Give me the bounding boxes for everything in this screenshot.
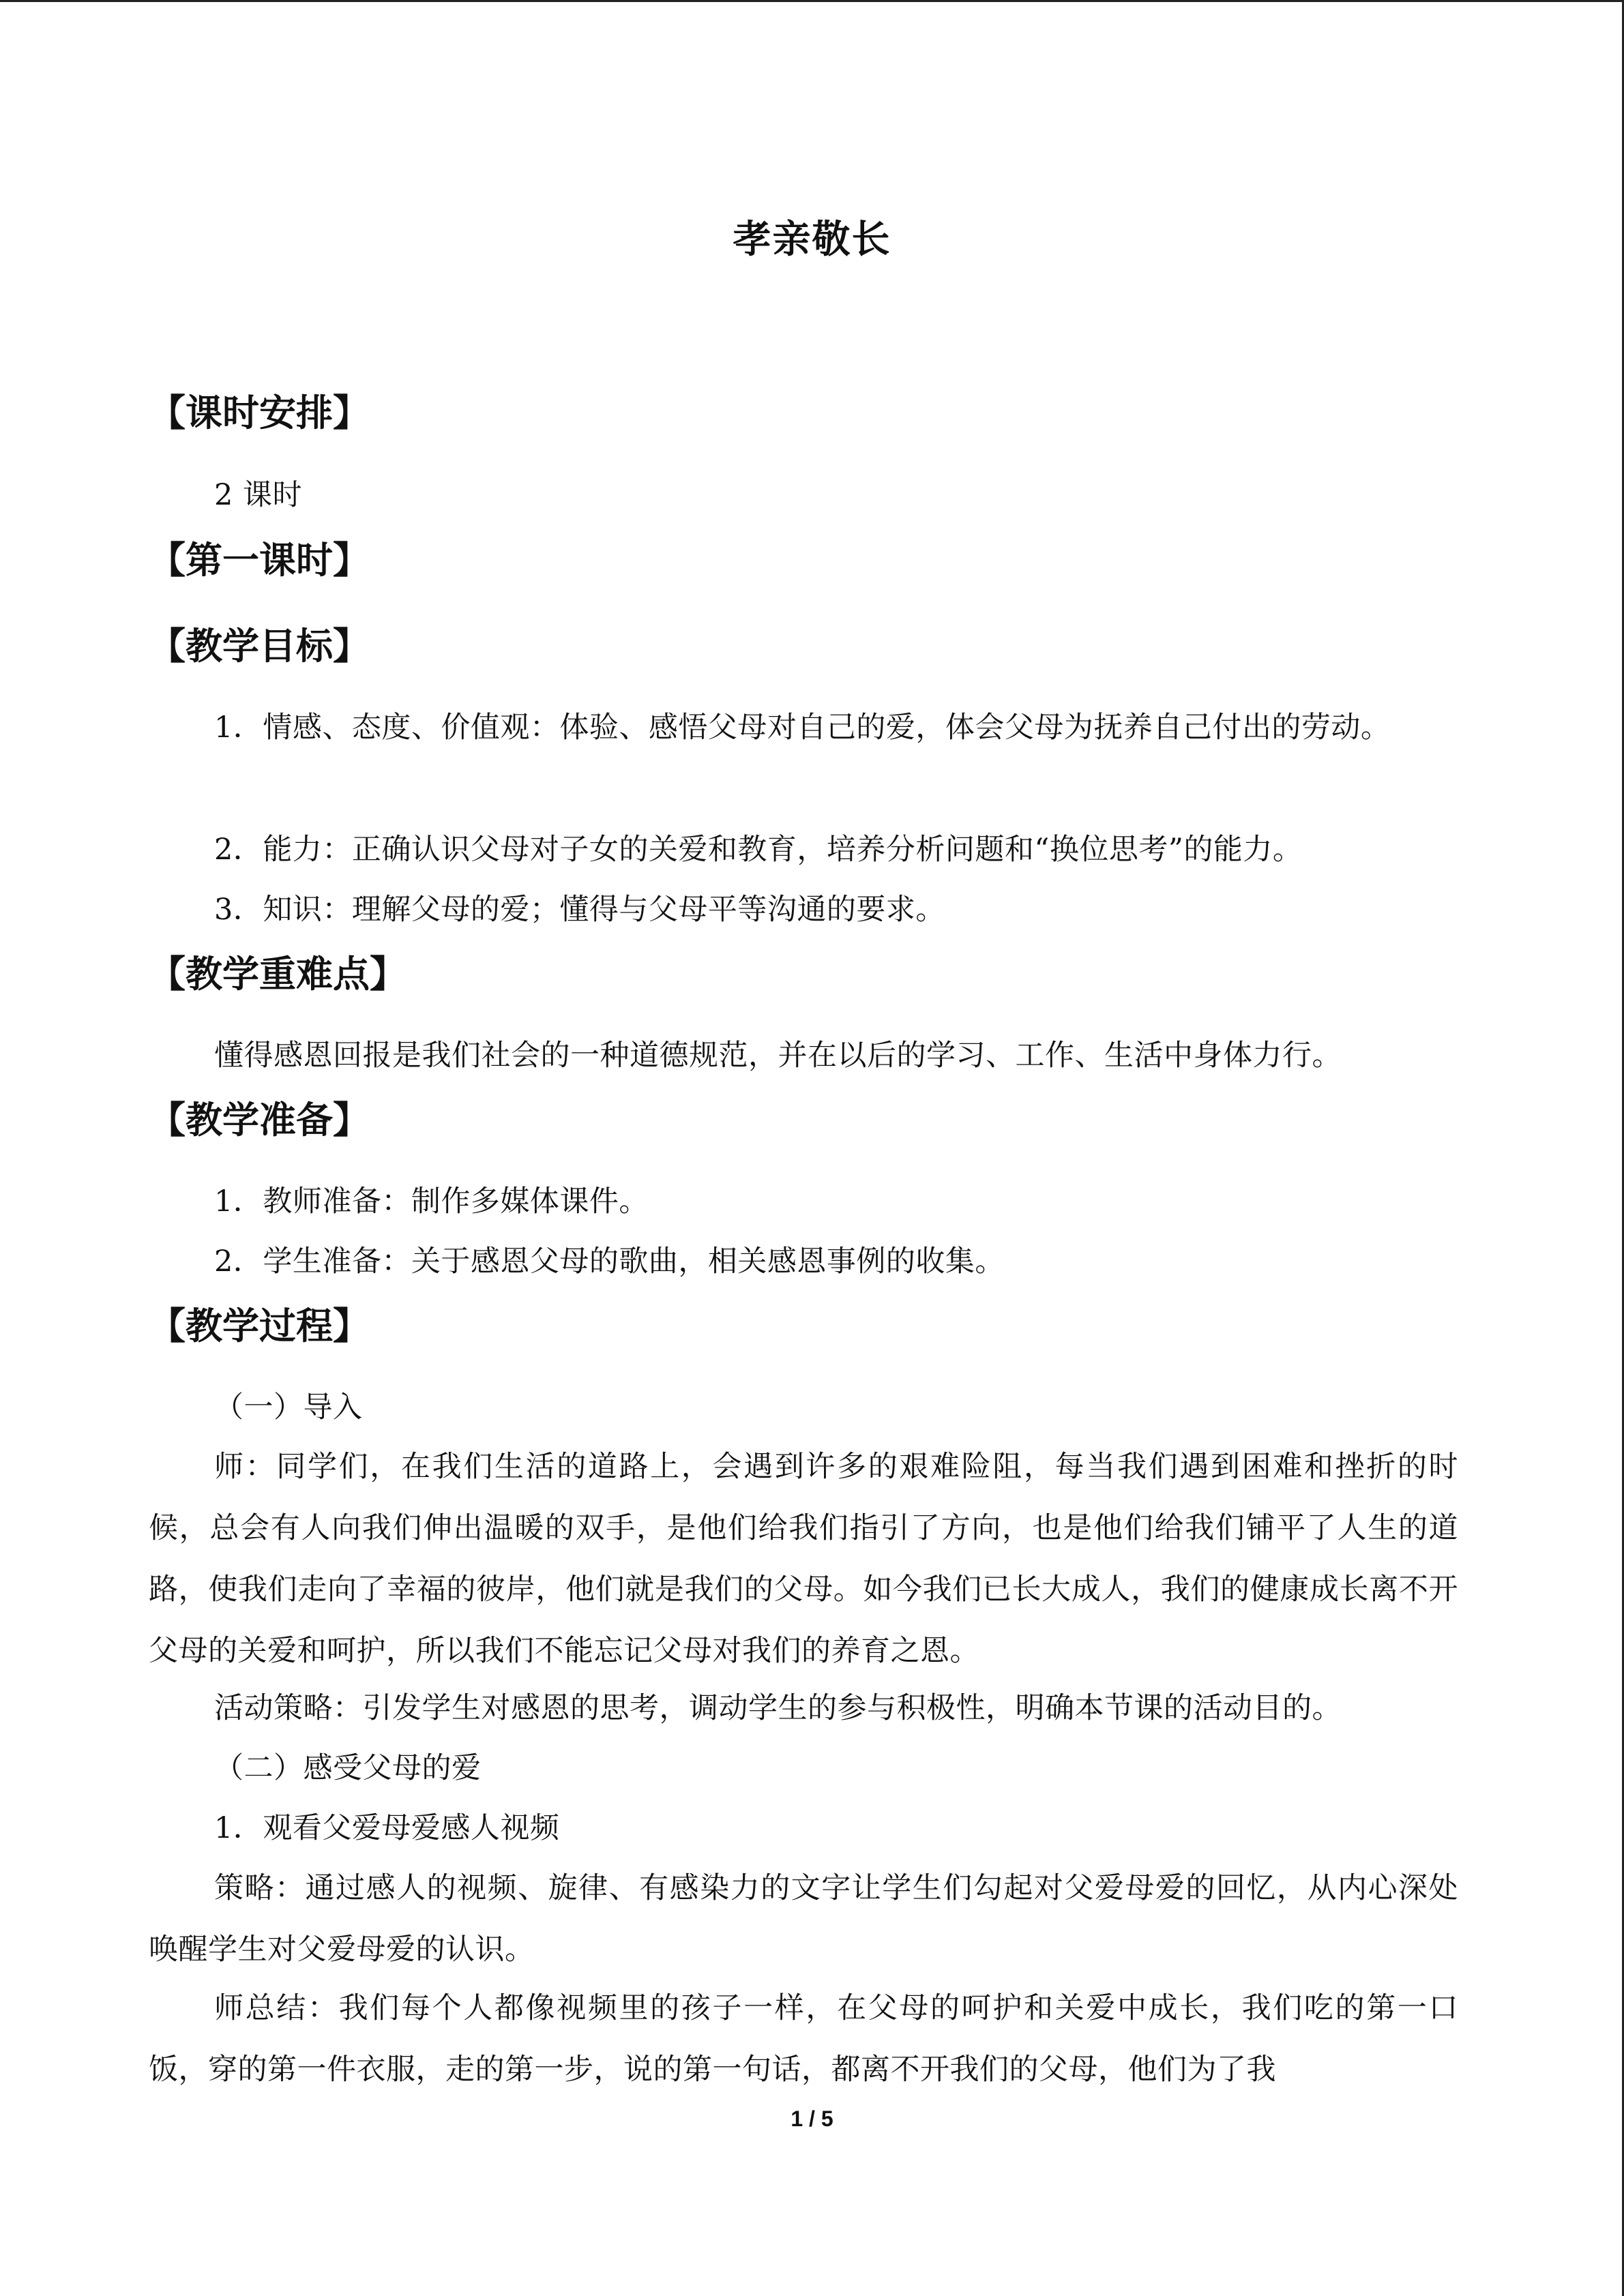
heading-process: 【教学过程】	[149, 1304, 370, 1347]
process-part1-strategy: 活动策略：引发学生对感恩的思考，调动学生的参与积极性，明确本节课的活动目的。	[214, 1691, 1342, 1725]
heading-objectives: 【教学目标】	[149, 624, 370, 668]
heading-schedule: 【课时安排】	[149, 391, 370, 434]
document-title: 孝亲敬长	[733, 217, 891, 262]
heading-first-lesson: 【第一课时】	[149, 538, 370, 582]
process-part1-text: 师：同学们，在我们生活的道路上，会遇到许多的艰难险阻，每当我们遇到困难和挫折的时候，总会有人向我们伸出温暖的双手，是他们给我们指引了方向，也是他们给我们铺平了人生的道路，使我们走向了幸福的彼岸，他们就是我们的父母。如今我们已长大成人，我们的健康成长离不开父母的关爱和呵护，所以我们不能忘记父母对我们的养育之恩。	[149, 1450, 1458, 1668]
preparation-item-2: 2．学生准备：关于感恩父母的歌曲，相关感恩事例的收集。	[214, 1244, 1005, 1279]
key-points-content: 懂得感恩回报是我们社会的一种道德规范，并在以后的学习、工作、生活中身体力行。	[214, 1039, 1342, 1073]
page-number: 1 / 5	[791, 2106, 833, 2131]
schedule-content: 2 课时	[214, 478, 303, 512]
heading-preparation: 【教学准备】	[149, 1098, 370, 1142]
process-part2-strategy: 策略：通过感人的视频、旋律、有感染力的文字让学生们勾起对父爱母爱的回忆，从内心深处唤醒学生对父爱母爱的认识。	[149, 1871, 1458, 1967]
process-part2-summary: 师总结：我们每个人都像视频里的孩子一样，在父母的呵护和关爱中成长，我们吃的第一口饭，穿的第一件衣服，走的第一步，说的第一句话，都离不开我们的父母，他们为了我	[149, 1991, 1458, 2087]
objective-item-2: 2．能力：正确认识父母对子女的关爱和教育，培养分析问题和“换位思考”的能力。	[214, 833, 1303, 867]
process-part2-item-1: 1．观看父爱母爱感人视频	[214, 1811, 560, 1845]
preparation-item-1: 1．教师准备：制作多媒体课件。	[214, 1184, 649, 1219]
page-border-top	[0, 0, 1624, 2]
process-part2-title: （二）感受父母的爱	[214, 1751, 482, 1785]
objective-item-3: 3．知识：理解父母的爱；懂得与父母平等沟通的要求。	[214, 893, 945, 927]
objective-item-1: 1．情感、态度、价值观：体验、感悟父母对自己的爱，体会父母为抚养自己付出的劳动。	[214, 711, 1391, 745]
process-part1-title: （一）导入	[214, 1390, 363, 1425]
heading-key-points: 【教学重难点】	[149, 952, 407, 996]
